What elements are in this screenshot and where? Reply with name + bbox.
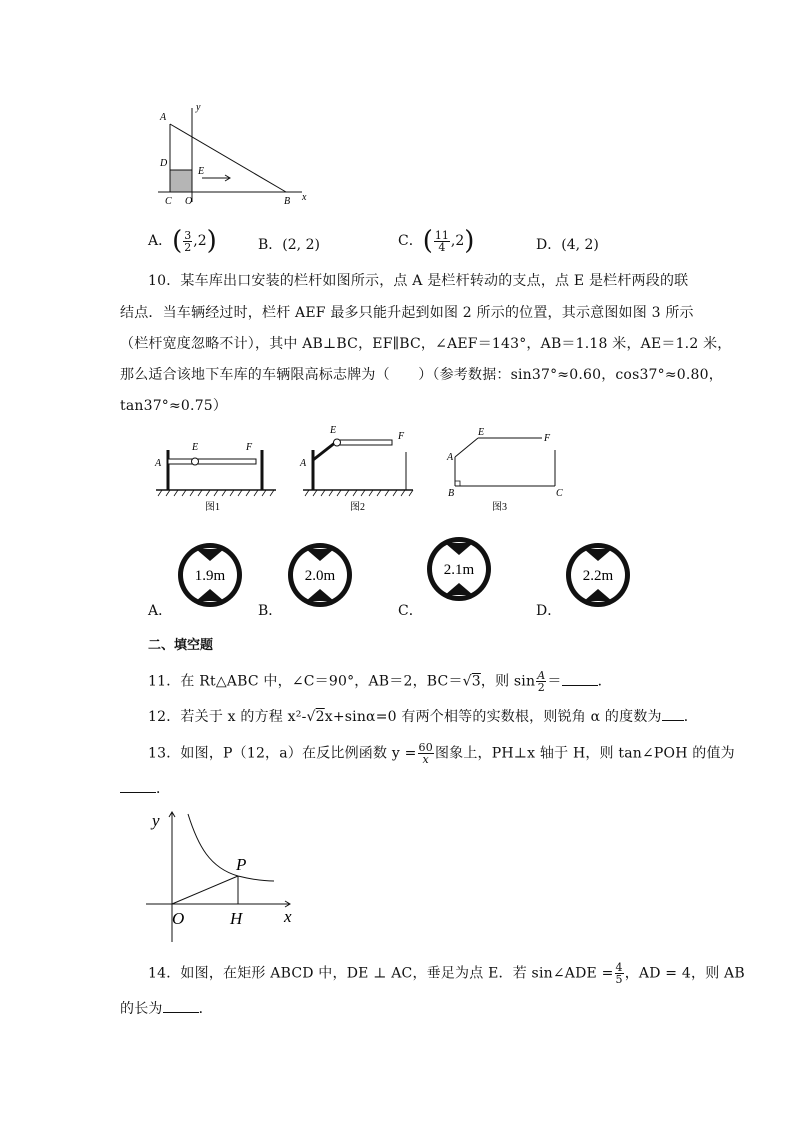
q10-option-b[interactable]: B． [258,603,283,619]
q12-answer-blank[interactable] [662,706,684,721]
label-B: B [284,196,291,207]
fig2 [299,425,413,513]
q10-line-4: 那么适合该地下车库的车辆限高标志牌为（ ）（参考数据：sin37°≈0.60，cos37°≈0.80， [120,367,723,383]
svg-text:x: x [284,907,292,926]
label-A: A [160,112,167,123]
svg-text:y: y [152,811,160,830]
fig3-caption: 图3 [492,502,507,513]
sign-c-value: 2.1m [443,562,475,578]
q10-line-3: （栏杆宽度忽略不计），其中 AB⊥BC，EF∥BC，∠AEF＝143°，AB＝1.18 米，AE＝1.2 米， [120,336,732,352]
q10-line-2: 结点．当车辆经过时，栏杆 AEF 最多只能升起到如图 2 所示的位置，其示意图如图 3 所示 [120,305,694,321]
fig3 [446,427,563,513]
svg-text:H: H [230,909,243,928]
q10-option-d[interactable]: D． [536,603,562,619]
svg-text:F: F [544,433,551,444]
q9-option-c[interactable]: C．( $\frac{11}{4}$ ,2) [398,226,475,256]
segment-OP [172,876,238,904]
svg-text:E: E [330,425,337,436]
fig1 [154,442,276,513]
sign-d-value: 2.2m [582,568,614,584]
svg-text:A: A [155,458,162,469]
q10-line-1: 10．某车库出口安装的栏杆如图所示，点 A 是栏杆转动的支点，点 E 是栏杆两段的联 [148,273,689,289]
q9-option-a[interactable]: A．( $\frac{3}{2}$ ,2) [148,226,217,256]
svg-text:B: B [448,488,455,499]
sign-a-value: 1.9m [194,568,226,584]
label-D: D [160,158,168,169]
label-O: O [185,196,193,207]
label-E: E [198,166,205,177]
section-heading: 二、填空题 [148,638,214,653]
q9-figure [150,98,320,210]
svg-text:A: A [300,458,307,469]
q10-figures [150,420,580,520]
height-limit-sign-a [176,541,244,609]
q13: 13．如图，P（12，a）在反比例函数 y = $\frac{60}{x}$ 图象上，PH⊥x 轴于 H，则 tan∠POH 的值为 [148,741,735,766]
svg-text:F: F [246,442,253,453]
q10-line-5: tan37°≈0.75） [120,398,228,414]
svg-text:A: A [447,452,454,463]
svg-text:E: E [192,442,199,453]
q13-figure [140,806,310,948]
q11: 11．在 Rt△ABC 中，∠C＝90°，AB＝2，BC＝√3，则 sin $\frac{A}{2}$ ＝ ． [148,669,612,694]
svg-text:F: F [398,431,405,442]
sign-b-value: 2.0m [304,568,336,584]
q14-line-2: 的长为 ． [120,998,213,1018]
fig2-caption: 图2 [350,502,365,513]
height-limit-sign-b [286,541,354,609]
q12: 12．若关于 x 的方程 x²-√2x+sinα=0 有两个相等的实数根，则锐角 α 的度数为 ． [148,706,698,726]
svg-text:O: O [172,909,185,928]
q13-answer-line: ． [120,778,170,798]
height-limit-sign-c [425,535,493,603]
svg-text:C: C [556,488,563,499]
label-x: x [302,192,307,203]
q14-line-1: 14．如图，在矩形 ABCD 中，DE ⊥ AC，垂足为点 E．若 sin∠ADE = $\frac{4}{5}$ ，AD = 4，则 AB [148,961,745,986]
height-limit-sign-d [564,541,632,609]
svg-text:P: P [236,855,247,874]
shaded-rect [170,170,192,192]
q13-answer-blank[interactable] [120,778,156,793]
hyperbola-curve [188,814,274,881]
q14-answer-blank[interactable] [163,998,199,1013]
q10-option-a[interactable]: A． [148,603,173,619]
q9-option-b[interactable]: B．(2, 2) [258,237,320,253]
fig1-caption: 图1 [205,502,220,513]
label-y: y [196,102,201,113]
label-C: C [165,196,172,207]
q9-option-d[interactable]: D．(4, 2) [536,237,599,253]
svg-text:E: E [478,427,485,438]
q11-answer-blank[interactable] [562,671,598,686]
q10-option-c[interactable]: C． [398,603,423,619]
